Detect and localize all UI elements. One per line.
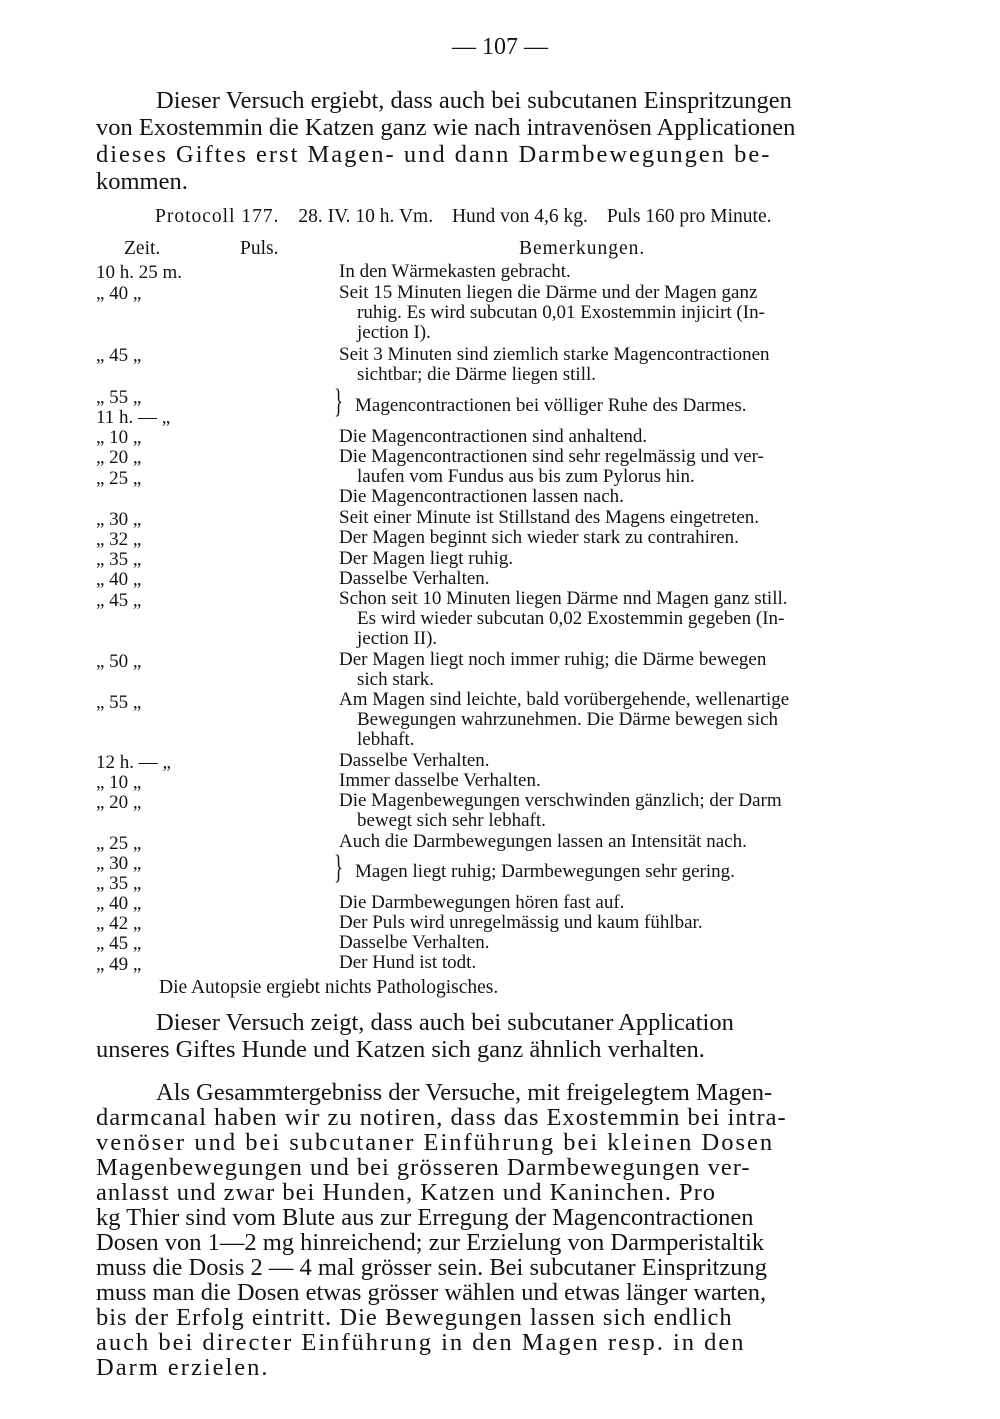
time-cell: „ 40 „ bbox=[96, 283, 142, 304]
text-line: muss man die Dosen etwas grösser wählen und etwas länger warten, bbox=[96, 1279, 767, 1306]
time-cell: „ 45 „ bbox=[96, 590, 142, 611]
text-line: kg Thier sind vom Blute aus zur Erregung der Magencontractionen bbox=[96, 1204, 754, 1231]
time-cell: „ 55 „ bbox=[96, 692, 142, 713]
column-header-pulse: Puls. bbox=[240, 238, 279, 259]
time-cell: „ 35 „ bbox=[96, 873, 142, 894]
protocol-header bbox=[155, 206, 786, 228]
remark-cell: Der Hund ist todt. bbox=[339, 952, 477, 973]
autopsy-note: Die Autopsie ergiebt nichts Pathologisches. bbox=[159, 977, 499, 998]
remark-cell: Seit einer Minute ist Stillstand des Magens eingetreten. bbox=[339, 507, 760, 528]
remark-line: Die Magencontractionen sind sehr regelmässig und ver- bbox=[339, 446, 764, 467]
time-cell: „ 25 „ bbox=[96, 833, 142, 854]
time-cell: „ 30 „ bbox=[96, 853, 142, 874]
remark-cell: Magen liegt ruhig; Darmbewegungen sehr gering. bbox=[355, 861, 735, 882]
time-cell: „ 20 „ bbox=[96, 447, 142, 468]
time-cell: „ 30 „ bbox=[96, 509, 142, 530]
remark-line: Schon seit 10 Minuten liegen Därme nnd Magen ganz still. bbox=[339, 588, 788, 609]
time-cell: „ 35 „ bbox=[96, 549, 142, 570]
remark-cell: In den Wärmekasten gebracht. bbox=[339, 261, 571, 282]
remark-line: lebhaft. bbox=[357, 729, 415, 750]
text-line: Darm erzielen. bbox=[96, 1354, 270, 1381]
text-line: muss die Dosis 2 — 4 mal grösser sein. Bei subcutaner Einspritzung bbox=[96, 1254, 767, 1281]
remark-line: jection I). bbox=[357, 322, 431, 343]
protocol-animal: Hund von 4,6 kg. bbox=[451, 206, 588, 227]
time-cell: „ 49 „ bbox=[96, 954, 142, 975]
time-cell: 11 h. — „ bbox=[96, 407, 171, 428]
remark-line: laufen vom Fundus aus bis zum Pylorus hin. bbox=[357, 466, 695, 487]
time-cell: „ 10 „ bbox=[96, 772, 142, 793]
time-cell: „ 32 „ bbox=[96, 529, 142, 550]
remark-line: Die Magenbewegungen verschwinden gänzlich; der Darm bbox=[339, 790, 782, 811]
brace: } bbox=[334, 383, 343, 420]
time-cell: 12 h. — „ bbox=[96, 752, 171, 773]
text-line: Dieser Versuch zeigt, dass auch bei subcutaner Application bbox=[156, 1009, 734, 1036]
remark-cell: Die Magencontractionen lassen nach. bbox=[339, 486, 624, 507]
remark-cell: Die Darmbewegungen hören fast auf. bbox=[339, 892, 625, 913]
time-cell: „ 40 „ bbox=[96, 893, 142, 914]
time-cell: „ 20 „ bbox=[96, 792, 142, 813]
time-cell: „ 25 „ bbox=[96, 468, 142, 489]
remark-line: Der Magen liegt noch immer ruhig; die Därme bewegen bbox=[339, 649, 767, 670]
column-header-time: Zeit. bbox=[124, 238, 161, 259]
remark-line: Es wird wieder subcutan 0,02 Exostemmin gegeben (In- bbox=[357, 608, 785, 629]
conclusion-paragraph bbox=[96, 1010, 856, 1065]
time-cell: 10 h. 25 m. bbox=[96, 262, 183, 283]
remark-line: bewegt sich sehr lebhaft. bbox=[357, 810, 546, 831]
protocol-label: Protocoll 177. bbox=[155, 206, 280, 227]
time-cell: „ 45 „ bbox=[96, 345, 142, 366]
time-cell: „ 50 „ bbox=[96, 651, 142, 672]
text-line: unseres Giftes Hunde und Katzen sich ganz ähnlich verhalten. bbox=[96, 1036, 705, 1063]
page-number: — 107 — bbox=[452, 34, 548, 60]
remark-cell: Die Magencontractionen sind anhaltend. bbox=[339, 426, 648, 447]
remark-cell: Dasselbe Verhalten. bbox=[339, 568, 490, 589]
text-line: kommen. bbox=[96, 168, 188, 195]
remark-line: ruhig. Es wird subcutan 0,01 Exostemmin injicirt (In- bbox=[357, 302, 765, 323]
text-line: Magenbewegungen und bei grösseren Darmbewegungen ver- bbox=[96, 1154, 751, 1181]
brace: } bbox=[334, 849, 343, 886]
remark-line: jection II). bbox=[357, 628, 438, 649]
remark-cell: Immer dasselbe Verhalten. bbox=[339, 770, 541, 791]
time-cell: „ 42 „ bbox=[96, 913, 142, 934]
protocol-pulse: Puls 160 pro Minute. bbox=[606, 206, 772, 227]
remark-line: sichtbar; die Därme liegen still. bbox=[357, 364, 597, 385]
summary-paragraph bbox=[96, 1080, 856, 1380]
remark-cell: Auch die Darmbewegungen lassen an Intensität nach. bbox=[339, 831, 747, 852]
time-cell: „ 10 „ bbox=[96, 427, 142, 448]
remark-line: Seit 15 Minuten liegen die Därme und der Magen ganz bbox=[339, 282, 758, 303]
text-line: darmcanal haben wir zu notiren, dass das Exostemmin bei intra- bbox=[96, 1104, 787, 1131]
remark-line: Bewegungen wahrzunehmen. Die Därme bewegen sich bbox=[357, 709, 779, 730]
intro-paragraph bbox=[96, 88, 856, 198]
protocol-date: 28. IV. 10 h. Vm. bbox=[298, 206, 434, 227]
text-line: dieses Giftes erst Magen- und dann Darmbewegungen be- bbox=[96, 141, 772, 168]
remark-cell: Dasselbe Verhalten. bbox=[339, 750, 490, 771]
remark-line: Seit 3 Minuten sind ziemlich starke Magencontractionen bbox=[339, 344, 770, 365]
text-line: anlasst und zwar bei Hunden, Katzen und Kaninchen. Pro bbox=[96, 1179, 717, 1206]
text-line: Dosen von 1—2 mg hinreichend; zur Erzielung von Darmperistaltik bbox=[96, 1229, 765, 1256]
remark-line: sich stark. bbox=[357, 669, 435, 690]
remark-cell: Der Puls wird unregelmässig und kaum fühlbar. bbox=[339, 912, 703, 933]
column-header-remarks: Bemerkungen. bbox=[519, 238, 646, 259]
text-line: Dieser Versuch ergiebt, dass auch bei subcutanen Einspritzungen bbox=[156, 87, 792, 114]
text-line: Als Gesammtergebniss der Versuche, mit freigelegtem Magen- bbox=[156, 1079, 773, 1106]
time-cell: „ 40 „ bbox=[96, 569, 142, 590]
time-cell: „ 45 „ bbox=[96, 933, 142, 954]
text-line: von Exostemmin die Katzen ganz wie nach intravenösen Applicationen bbox=[96, 114, 796, 141]
remark-cell: Der Magen liegt ruhig. bbox=[339, 548, 514, 569]
remark-cell: Der Magen beginnt sich wieder stark zu contrahiren. bbox=[339, 527, 739, 548]
remark-line: Am Magen sind leichte, bald vorübergehende, wellenartige bbox=[339, 689, 790, 710]
remark-cell: Magencontractionen bei völliger Ruhe des Darmes. bbox=[355, 395, 747, 416]
time-cell: „ 55 „ bbox=[96, 387, 142, 408]
text-line: auch bei directer Einführung in den Magen resp. in den bbox=[96, 1329, 746, 1356]
remark-cell: Dasselbe Verhalten. bbox=[339, 932, 490, 953]
text-line: bis der Erfolg eintritt. Die Bewegungen lassen sich endlich bbox=[96, 1304, 733, 1331]
text-line: venöser und bei subcutaner Einführung bei kleinen Dosen bbox=[96, 1129, 775, 1156]
